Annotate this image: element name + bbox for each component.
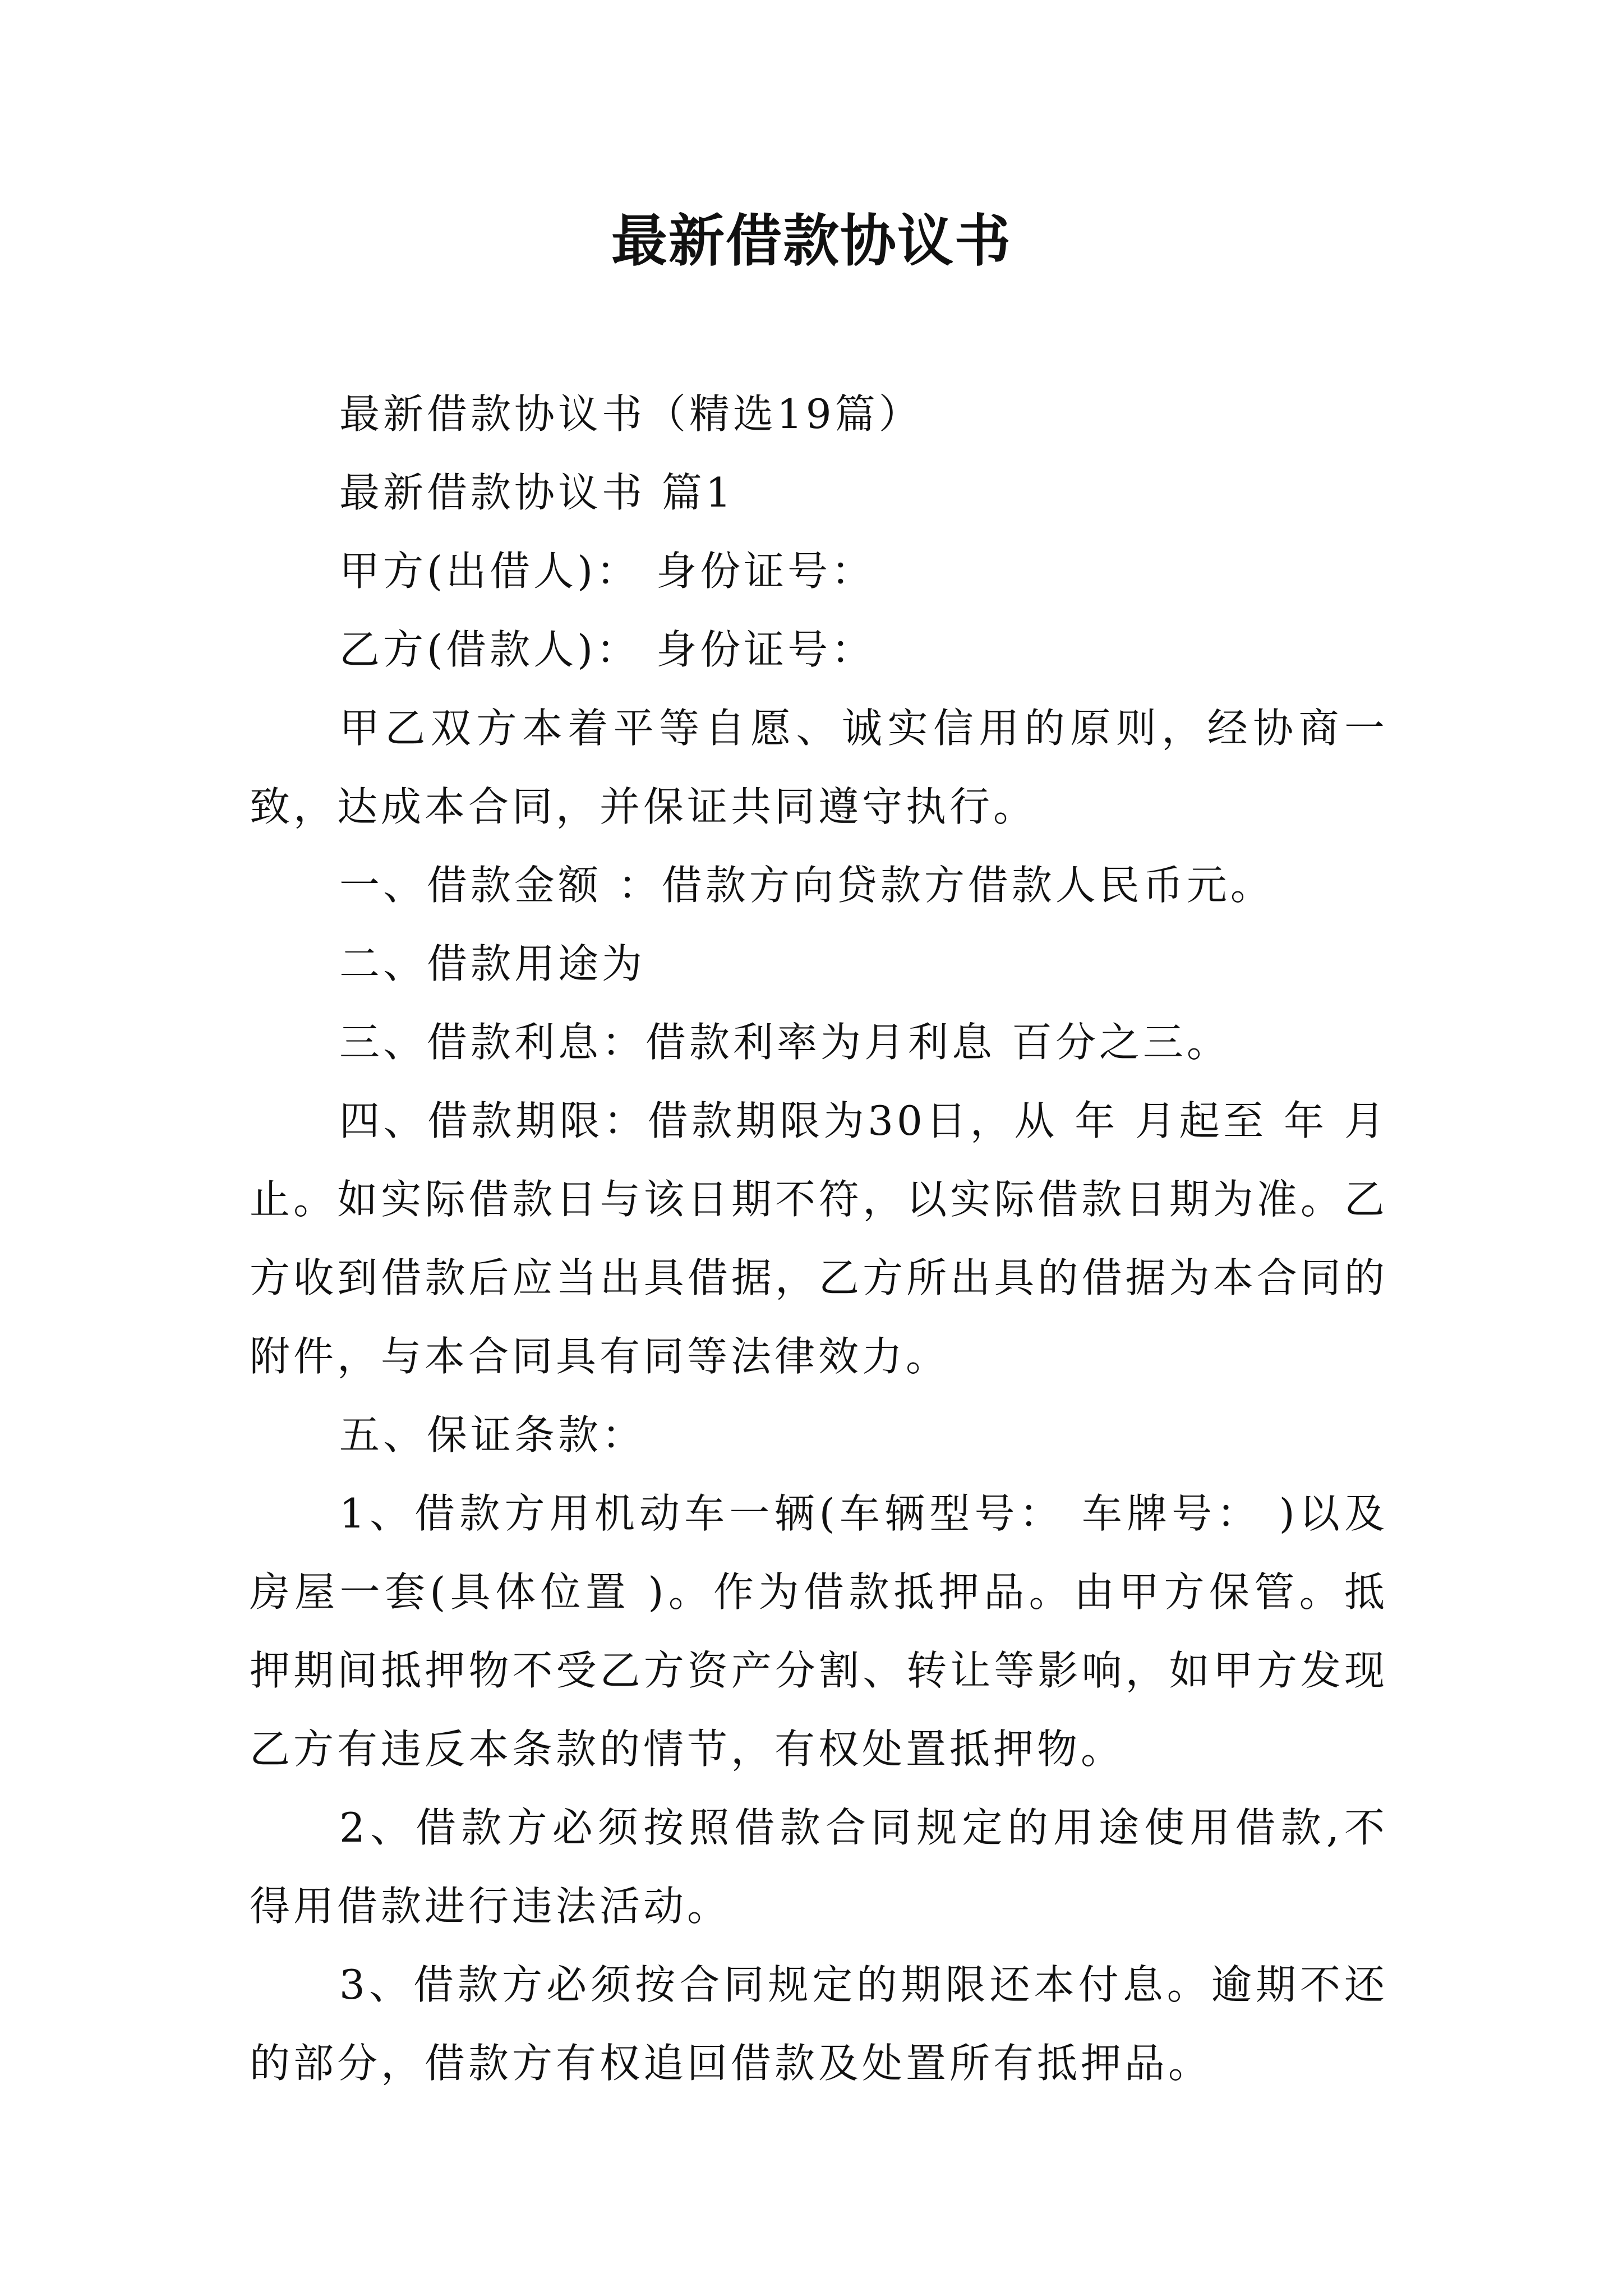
document-body [250, 375, 1388, 2102]
guarantee-item-3: 3、借款方必须按合同规定的期限还本付息。逾期不还的部分，借款方有权追回借款及处置所有抵押品。 [250, 1961, 1388, 2087]
clause-loan-interest: 三、借款利息：借款利率为月利息 百分之三。 [339, 1019, 1230, 1066]
guarantee-item-2: 2、借款方必须按照借款合同规定的用途使用借款,不得用借款进行违法活动。 [250, 1804, 1388, 1930]
clause-loan-purpose: 二、借款用途为 [339, 940, 646, 987]
party-b-line: 乙方(借款人)： 身份证号： [339, 626, 875, 673]
party-a-line: 甲方(出借人)： 身份证号： [339, 547, 875, 595]
document-title: 最新借款协议书 [611, 208, 1012, 274]
subtitle-line: 最新借款协议书（精选19篇） [339, 390, 923, 438]
clause-loan-amount: 一、借款金额 ：借款方向贷款方借款人民币元。 [339, 862, 1274, 909]
clause-loan-term: 四、借款期限：借款期限为30日，从 年 月起至 年 月止。如实际借款日与该日期不符，以实际借款日期为准。乙方收到借款后应当出具借据，乙方所出具的借据为本合同的附件，与本合同具有同等法律效力。 [250, 1097, 1388, 1380]
section-heading: 最新借款协议书 篇1 [339, 469, 735, 516]
guarantee-item-1: 1、借款方用机动车一辆(车辆型号： 车牌号： )以及房屋一套(具体位置 )。作为借款抵押品。由甲方保管。抵押期间抵押物不受乙方资产分割、转让等影响，如甲方发现乙方有违反本条款的情节，有权处置抵押物。 [250, 1490, 1388, 1773]
clause-guarantee-heading: 五、保证条款： [339, 1411, 646, 1458]
preamble-paragraph: 甲乙双方本着平等自愿、诚实信用的原则，经协商一致，达成本合同，并保证共同遵守执行。 [250, 705, 1388, 830]
